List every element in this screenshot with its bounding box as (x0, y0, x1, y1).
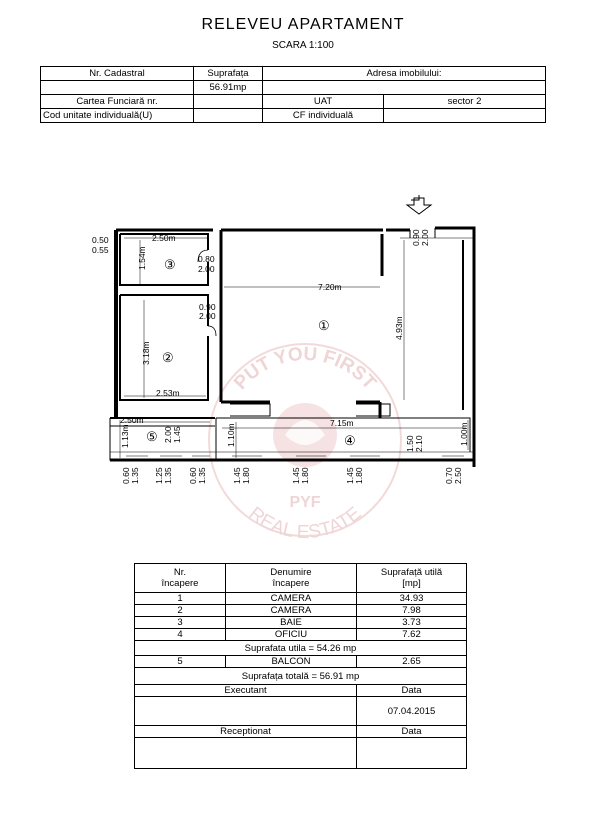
row-name: BAIE (226, 617, 357, 629)
table-row (135, 617, 467, 629)
dim-r1-width: 7.20m (318, 282, 342, 292)
row-nr: 5 (135, 656, 226, 668)
dim-r3-door-a: 0.80 (198, 254, 215, 264)
data-label: Data (357, 685, 467, 697)
dim-r5-height: 1.13m (120, 424, 130, 448)
data-label-2: Data (357, 726, 467, 738)
dim-b1b: 1.35 (130, 467, 140, 484)
cell-cf-individuala: CF individuală (263, 109, 384, 123)
total-row: Suprafața totală = 56.91 mp (135, 668, 467, 685)
room-label-3: ③ (164, 257, 176, 272)
row-area: 2.65 (357, 656, 467, 668)
dim-r1-height: 4.93m (394, 316, 404, 340)
dim-r5-b: 1.45 (172, 426, 182, 443)
room-label-1: ① (318, 318, 330, 333)
dim-r2-width: 2.53m (156, 388, 180, 398)
table-row (135, 656, 467, 668)
dim-r4-door-a: 1.50 (405, 435, 415, 452)
executant-value (135, 697, 357, 726)
dim-r5-width: 2.50m (120, 415, 144, 425)
rooms-table (134, 563, 467, 769)
receptionat-label: Receptionat (135, 726, 357, 738)
cell-cod-unitate-value (194, 109, 263, 123)
row-area: 7.62 (357, 629, 467, 641)
row-name: BALCON (226, 656, 357, 668)
dim-b2b: 1.35 (163, 467, 173, 484)
table-row (135, 605, 467, 617)
dim-r5-a: 2.00 (163, 426, 173, 443)
subtotal-row: Suprafata utila = 54.26 mp (135, 641, 467, 656)
row-nr: 1 (135, 593, 226, 605)
cell-nr-cadastral: Nr. Cadastral (41, 67, 194, 81)
dim-r4-width: 7.15m (330, 418, 354, 428)
executant-label: Executant (135, 685, 357, 697)
cell-cf-individuala-value (384, 109, 546, 123)
dim-r1-door-b: 2.00 (199, 311, 216, 321)
floor-plan (0, 180, 606, 560)
watermark (209, 344, 401, 543)
dim-b4a: 1.45 (232, 467, 242, 484)
row-area: 7.98 (357, 605, 467, 617)
dim-b6b: 1.80 (354, 467, 364, 484)
dim-b5b: 1.80 (300, 467, 310, 484)
row-area: 34.93 (357, 593, 467, 605)
cell-carte-funciara-value (194, 95, 263, 109)
table-row (135, 629, 467, 641)
row-name: CAMERA (226, 593, 357, 605)
dim-055: 0.55 (92, 245, 109, 255)
data-value: 07.04.2015 (357, 697, 467, 726)
scale-label: SCARA 1:100 (272, 40, 334, 51)
row-name: CAMERA (226, 605, 357, 617)
dim-b5a: 1.45 (291, 467, 301, 484)
col-head-nr: Nr. încapere (135, 564, 226, 593)
dim-r1-door-a: 0.90 (199, 302, 216, 312)
cell-uat-label: UAT (263, 95, 384, 109)
page-title: RELEVEU APARTAMENT (201, 16, 405, 33)
dim-r4-right: 1.00m (459, 422, 469, 446)
dim-r4-height: 1.10m (226, 423, 236, 447)
dim-r2-height: 3.18m (141, 341, 151, 365)
cell-suprafata-value: 56.91mp (194, 81, 263, 95)
dim-r3-height: 1.54m (137, 246, 147, 270)
dim-r3-door-b: 2.00 (198, 264, 215, 274)
watermark-bottom-text: REAL ESTATE (244, 503, 366, 544)
row-nr: 4 (135, 629, 226, 641)
dim-top-door-a: 0.90 (411, 229, 421, 246)
dim-b3b: 1.35 (197, 467, 207, 484)
cell-uat-value: sector 2 (384, 95, 546, 109)
row-area: 3.73 (357, 617, 467, 629)
room-label-5: ⑤ (146, 429, 158, 444)
cell-cod-unitate: Cod unitate individuală(U) (41, 109, 194, 123)
row-nr: 3 (135, 617, 226, 629)
row-name: OFICIU (226, 629, 357, 641)
dim-b7a: 0.70 (444, 467, 454, 484)
cell-adresa-value (263, 81, 546, 95)
dim-b2a: 1.25 (154, 467, 164, 484)
dim-b4b: 1.80 (241, 467, 251, 484)
dim-r4-door-b: 2.10 (414, 435, 424, 452)
dim-r3-width: 2.50m (152, 233, 176, 243)
watermark-mark: PYF (289, 494, 321, 511)
data-value-2 (357, 738, 467, 769)
table-row (135, 593, 467, 605)
room-label-4: ④ (344, 433, 356, 448)
dim-050: 0.50 (92, 235, 109, 245)
watermark-top-text: PUT YOU FIRST (230, 343, 380, 394)
cell-nr-cadastral-value (41, 81, 194, 95)
row-nr: 2 (135, 605, 226, 617)
col-head-suprafata: Suprafață utilă [mp] (357, 564, 467, 593)
room-label-2: ② (162, 350, 174, 365)
cell-adresa-label: Adresa imobilului: (263, 67, 546, 81)
col-head-denumire: Denumire încapere (226, 564, 357, 593)
arrow-down-icon (407, 195, 431, 214)
dim-b3a: 0.60 (188, 467, 198, 484)
cell-suprafata-label: Suprafața (194, 67, 263, 81)
receptionat-value (135, 738, 357, 769)
dim-b7b: 2.50 (453, 467, 463, 484)
dim-b6a: 1.45 (345, 467, 355, 484)
dim-top-door-b: 2.00 (420, 229, 430, 246)
dim-b1a: 0.60 (121, 467, 131, 484)
cell-carte-funciara: Cartea Funciară nr. (41, 95, 194, 109)
header-table (40, 66, 546, 123)
